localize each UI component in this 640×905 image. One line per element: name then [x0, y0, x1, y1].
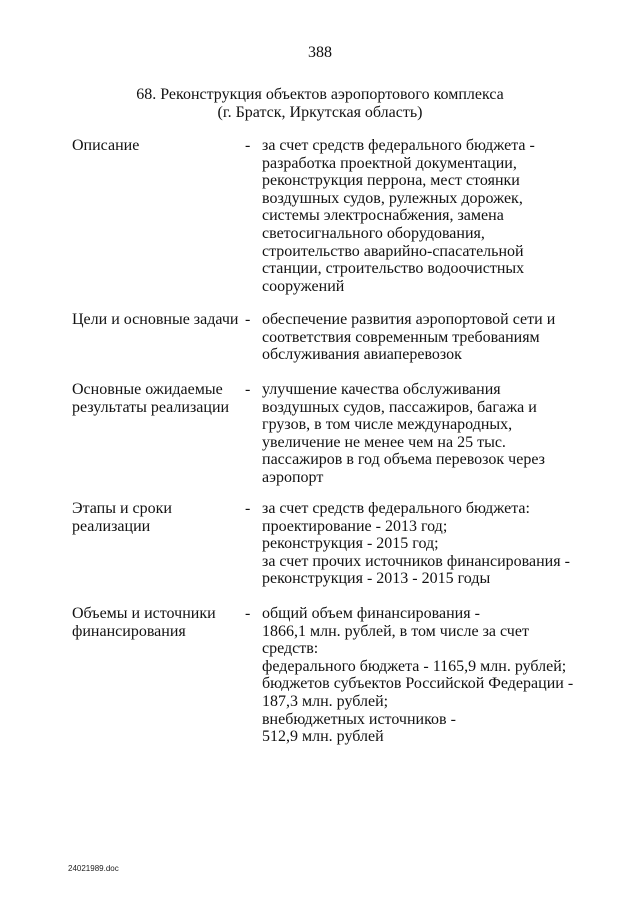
value-line: воздушных судов, пассажиров, багажа и [262, 398, 537, 416]
title-line-1: 68. Реконструкция объектов аэропортового комплекса [136, 86, 504, 103]
value-line: проектирование - 2013 год; [262, 517, 448, 535]
section-value [262, 311, 592, 364]
document-title [0, 86, 640, 122]
value-line: 187,3 млн. рублей; [262, 692, 389, 710]
value-line: грузов, в том числе международных, [262, 416, 513, 434]
value-line: обслуживания авиаперевозок [262, 346, 462, 364]
section-label [72, 137, 247, 155]
value-line: за счет средств федерального бюджета: [262, 500, 530, 517]
label-line: Цели и основные задачи [72, 311, 239, 328]
value-line: соответствия современным требованиям [262, 328, 540, 346]
section-stages [72, 500, 592, 590]
value-line: воздушных судов, рулежных дорожек, [262, 189, 523, 207]
section-dash: - [245, 311, 251, 328]
value-line: разработка проектной документации, [262, 154, 517, 172]
section-value [262, 381, 592, 487]
section-expected-results [72, 381, 592, 489]
label-line: результаты реализации [72, 398, 230, 416]
value-line: системы электроснабжения, замена [262, 207, 504, 225]
page-number: 388 [308, 44, 332, 61]
label-line: Описание [72, 137, 140, 154]
value-line: светосигнального оборудования, [262, 224, 485, 242]
section-goals [72, 311, 592, 367]
value-line: строительство аварийно-спасательной [262, 242, 524, 260]
value-line: 512,9 млн. рублей [262, 728, 384, 746]
section-dash: - [245, 500, 251, 517]
value-line: обеспечение развития аэропортовой сети и [262, 311, 556, 328]
value-line: средств: [262, 640, 319, 658]
value-line: реконструкция перрона, мест стоянки [262, 172, 520, 190]
value-line: федерального бюджета - 1165,9 млн. рублей; [262, 657, 567, 675]
label-line: Основные ожидаемые [72, 381, 223, 398]
value-line: бюджетов субъектов Российской Федерации - [262, 675, 574, 693]
section-value [262, 137, 592, 295]
value-line: улучшение качества обслуживания [262, 381, 501, 398]
footer-filename: 24021989.doc [68, 864, 119, 873]
label-line: Объемы и источники [72, 605, 216, 622]
section-financing [72, 605, 592, 747]
value-line: за счет средств федерального бюджета - [262, 137, 535, 154]
value-line: 1866,1 млн. рублей, в том числе за счет [262, 622, 529, 640]
section-label [72, 605, 247, 640]
section-value [262, 500, 592, 588]
value-line: аэропорт [262, 468, 324, 486]
section-value [262, 605, 592, 746]
value-line: внебюджетных источников - [262, 710, 456, 728]
section-dash: - [245, 137, 251, 154]
value-line: станции, строительство водоочистных [262, 260, 525, 278]
value-line: сооружений [262, 277, 345, 295]
value-line: увеличение не менее чем на 25 тыс. [262, 433, 506, 451]
value-line: реконструкция - 2015 год; [262, 535, 439, 553]
value-line: пассажиров в год объема перевозок через [262, 451, 545, 469]
value-line: реконструкция - 2013 - 2015 годы [262, 570, 491, 588]
value-line: за счет прочих источников финансирования - [262, 552, 570, 570]
title-line-2: (г. Братск, Иркутская область) [217, 104, 423, 121]
label-line: финансирования [72, 622, 186, 640]
label-line: реализации [72, 517, 151, 535]
section-dash: - [245, 381, 251, 398]
section-dash: - [245, 605, 251, 622]
section-label [72, 381, 247, 416]
label-line: Этапы и сроки [72, 500, 172, 517]
section-label [72, 311, 247, 329]
section-description [72, 137, 592, 297]
section-label [72, 500, 247, 535]
value-line: общий объем финансирования - [262, 605, 480, 622]
